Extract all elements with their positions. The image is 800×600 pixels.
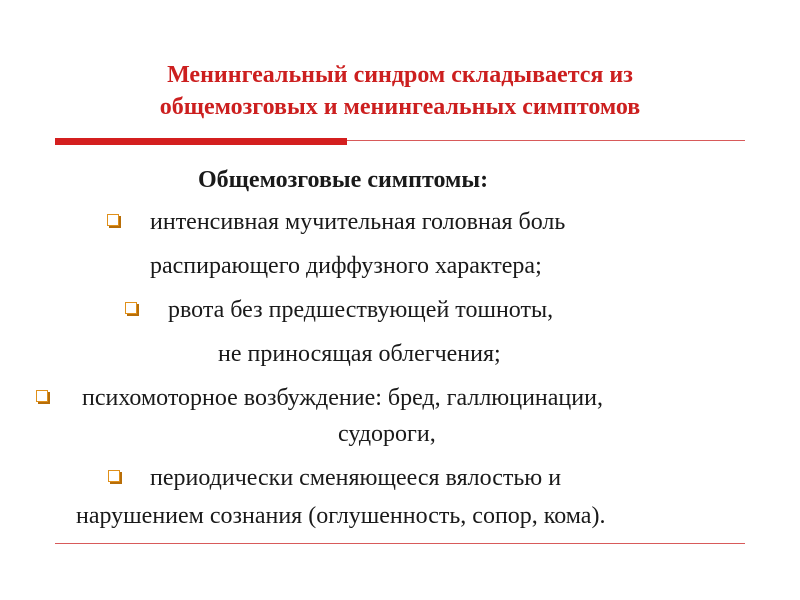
- list-item: [0, 290, 800, 330]
- title-underline-thin: [347, 140, 745, 141]
- hollow-square-bullet-icon: [108, 470, 120, 482]
- list-item-line-1: периодически сменяющееся вялостью и: [150, 465, 562, 491]
- list-item-line-2: нарушением сознания (оглушенность, сопор, кома).: [76, 503, 606, 529]
- hollow-square-bullet-icon: [107, 214, 119, 226]
- list-item-line-2: судороги,: [338, 421, 436, 447]
- slide-title-line-2: общемозговых и менингеальных симптомов: [159, 94, 641, 120]
- list-item-continuation: [0, 334, 800, 374]
- list-item: [0, 458, 800, 498]
- title-underline-thick: [55, 138, 347, 145]
- list-item: [0, 202, 800, 242]
- subheading-row: [0, 160, 800, 200]
- hollow-square-bullet-icon: [125, 302, 137, 314]
- list-item-continuation: [0, 414, 800, 454]
- list-item-line-1: психомоторное возбуждение: бред, галлюцинации,: [82, 385, 603, 411]
- slide-title-line-1: Менингеальный синдром складывается из: [167, 62, 633, 88]
- list-item-line-2: распирающего диффузного характера;: [150, 253, 542, 279]
- list-item-continuation: [0, 246, 800, 286]
- list-item-line-2: не приносящая облегчения;: [218, 341, 501, 367]
- subheading: Общемозговые симптомы:: [198, 167, 489, 193]
- list-item-continuation: [0, 496, 800, 536]
- hollow-square-bullet-icon: [36, 390, 48, 402]
- list-item-line-1: интенсивная мучительная головная боль: [150, 209, 566, 235]
- list-item: [0, 378, 800, 418]
- list-item-line-1: рвота без предшествующей тошноты,: [168, 297, 554, 323]
- bottom-rule: [55, 543, 745, 544]
